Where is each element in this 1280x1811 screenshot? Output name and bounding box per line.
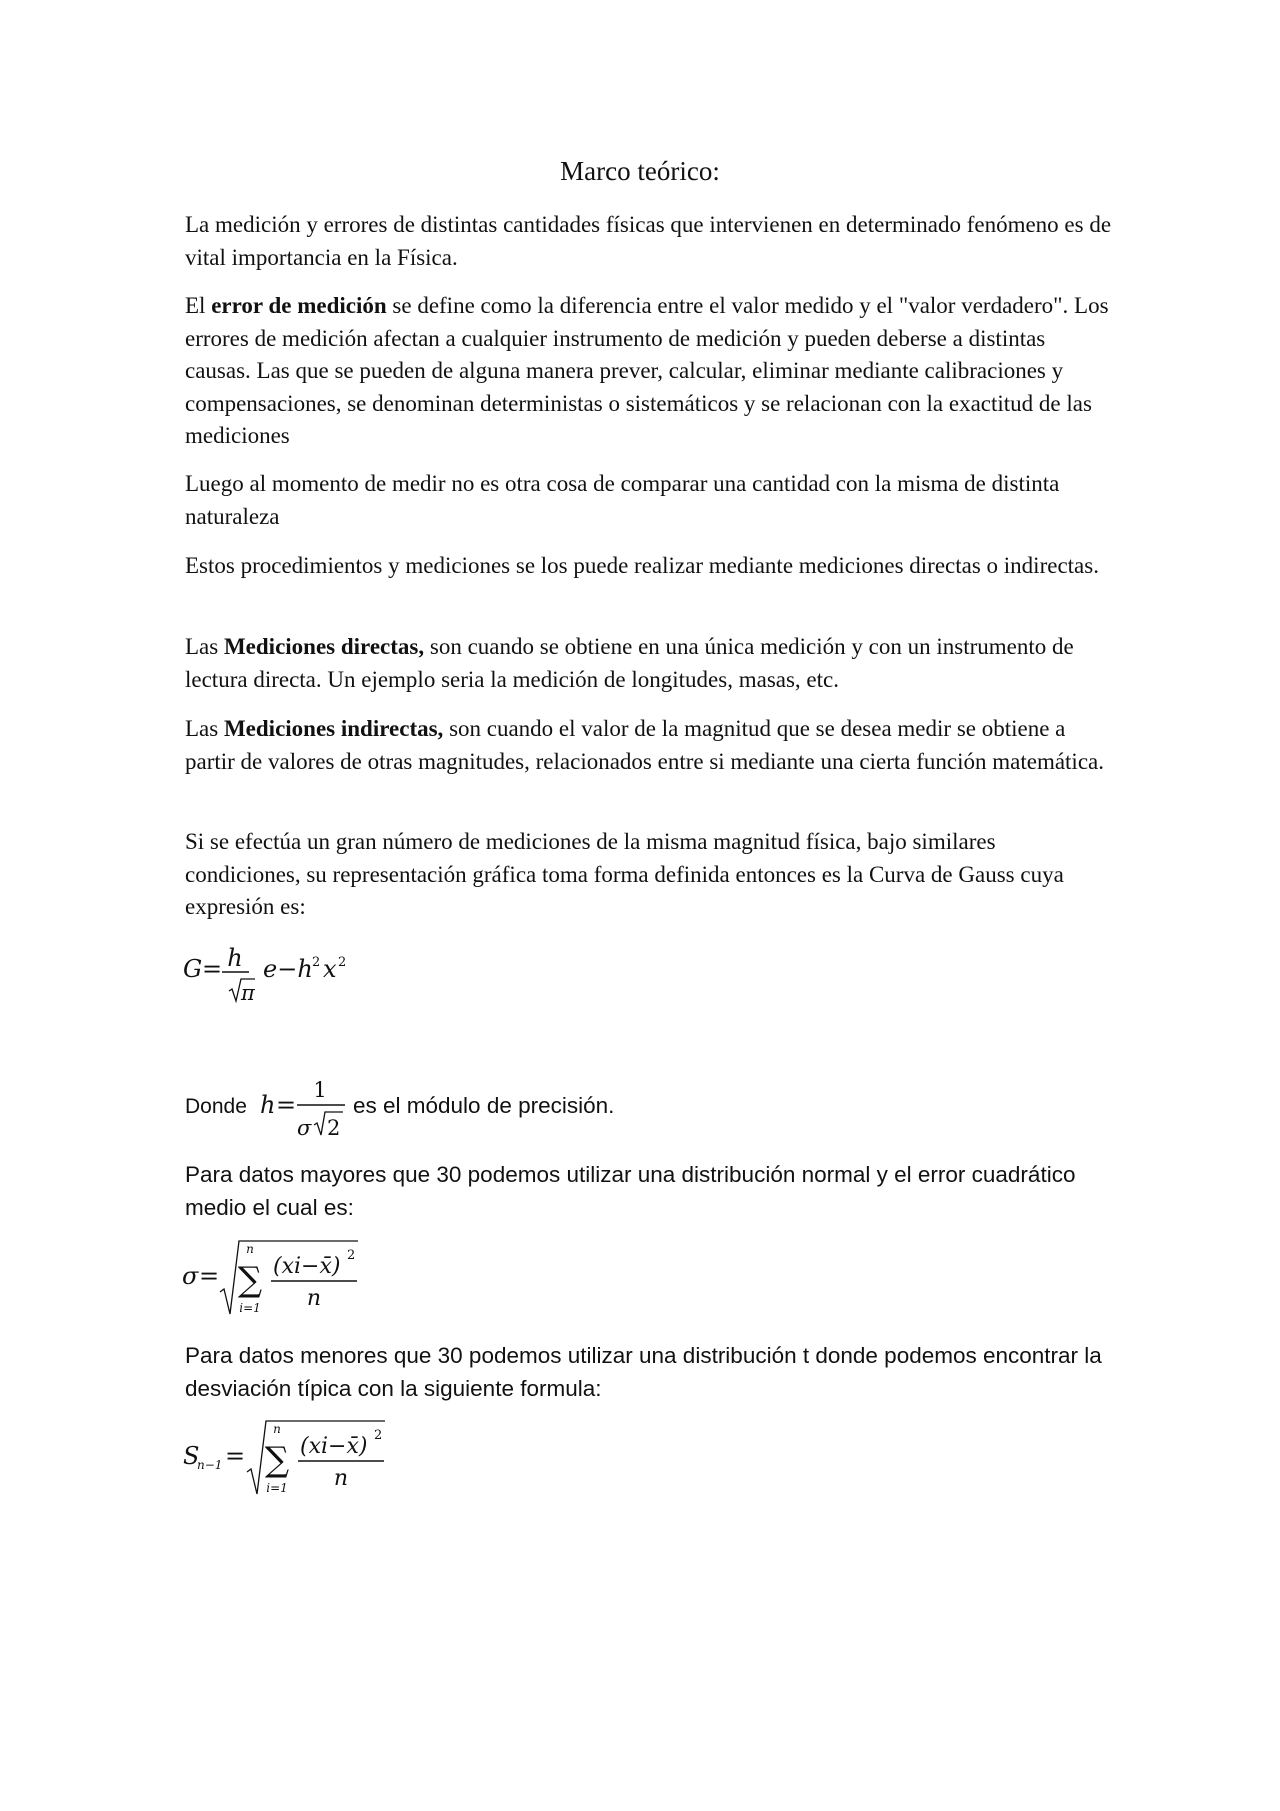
donde-den-sigma: σ <box>297 1116 312 1140</box>
eq-x: x <box>323 955 337 983</box>
paragraph-normal-distribution: Para datos mayores que 30 podemos utilizar una distribución normal y el error cuadrático medio el cual es: <box>185 1162 1076 1220</box>
eq-exponent-1: 2 <box>312 955 321 970</box>
donde-rest: es el módulo de precisión. <box>353 1093 615 1118</box>
eq-tail: e−h <box>263 955 313 983</box>
paragraph-t-distribution: Para datos menores que 30 podemos utilizar una distribución t donde podemos encontrar la desviación típica con la siguiente formula: <box>185 1343 1102 1401</box>
eq-lhs: S <box>183 1442 200 1470</box>
paragraph-procedures: Estos procedimientos y mediciones se los puede realizar mediante mediciones directas o indirectas. <box>185 553 1099 578</box>
term-mediciones-directas: Mediciones directas, <box>223 634 425 659</box>
donde-equals: = <box>276 1091 297 1119</box>
text-rest: son cuando se obtiene en una única medición y con un instrumento de lectura directa. Un ejemplo seria la medición de longitudes, masas, etc. <box>185 634 1074 692</box>
eq-equals: = <box>199 1262 220 1290</box>
donde-lhs: h <box>260 1091 276 1119</box>
paragraph-indirect <box>185 713 1115 778</box>
text-rest: son cuando el valor de la magnitud que se desea medir se obtiene a partir de valores de otras magnitudes, relacionados entre si mediante una cierta función matemática. <box>185 716 1104 774</box>
paragraph-measure: Luego al momento de medir no es otra cosa de comparar una cantidad con la misma de distinta naturaleza <box>185 471 1060 529</box>
eq-exponent-2: 2 <box>338 955 347 970</box>
eq-equals: = <box>225 1442 246 1470</box>
eq-lhs: G <box>183 955 203 983</box>
eq-subscript: n−1 <box>197 1458 223 1472</box>
donde-label: Donde <box>185 1095 247 1118</box>
equation-s-n-1 <box>183 1418 413 1503</box>
eq-exponent: 2 <box>347 1248 356 1263</box>
equation-gauss <box>183 935 383 1015</box>
paragraph-intro: La medición y errores de distintas cantidades físicas que intervienen en determinado fenómeno es de vital importancia en la Física. <box>185 212 1112 270</box>
paragraph-direct <box>185 631 1115 696</box>
page-title: Marco teórico: <box>560 156 720 186</box>
sum-top: n <box>273 1422 281 1436</box>
eq-numerator: h <box>227 944 243 972</box>
sum-symbol: ∑ <box>237 1260 263 1300</box>
sum-bottom: i=1 <box>266 1481 288 1495</box>
paragraph-error-definition <box>185 290 1115 453</box>
term-error-de-medicion: error de medición <box>211 293 387 318</box>
text-lead: Las <box>185 716 224 741</box>
eq-numerator: (xi−x̄) <box>273 1254 341 1279</box>
sum-bottom: i=1 <box>239 1301 261 1315</box>
eq-lhs: σ <box>182 1262 199 1290</box>
donde-den-root: 2 <box>327 1116 341 1140</box>
equation-sigma <box>182 1238 382 1323</box>
eq-denominator: n <box>306 1286 322 1311</box>
sum-symbol: ∑ <box>264 1440 290 1480</box>
sum-top: n <box>246 1242 254 1256</box>
text-rest: se define como la diferencia entre el valor medido y el "valor verdadero". Los errores de medición afectan a cualquier instrumento de medición y pueden deberse a distintas causas. Las que se pueden de alguna manera prever, calcular, eliminar mediante calibraciones y compensaciones, se denominan deterministas o sistemáticos y se relacionan con la exactitud de las mediciones <box>185 293 1109 448</box>
eq-denominator: n <box>333 1466 349 1491</box>
donde-line <box>185 1075 705 1150</box>
donde-numerator: 1 <box>313 1078 327 1102</box>
eq-denominator: π <box>241 981 255 1005</box>
text-lead: Las <box>185 634 224 659</box>
term-mediciones-indirectas: Mediciones indirectas, <box>223 716 444 741</box>
eq-exponent: 2 <box>374 1428 383 1443</box>
text-lead: El <box>185 293 212 318</box>
eq-numerator: (xi−x̄) <box>300 1434 368 1459</box>
eq-equals: = <box>202 955 223 983</box>
paragraph-gauss: Si se efectúa un gran número de mediciones de la misma magnitud física, bajo similares condiciones, su representación gráfica toma forma definida entonces es la Curva de Gauss cuya expresión es: <box>185 829 1064 919</box>
